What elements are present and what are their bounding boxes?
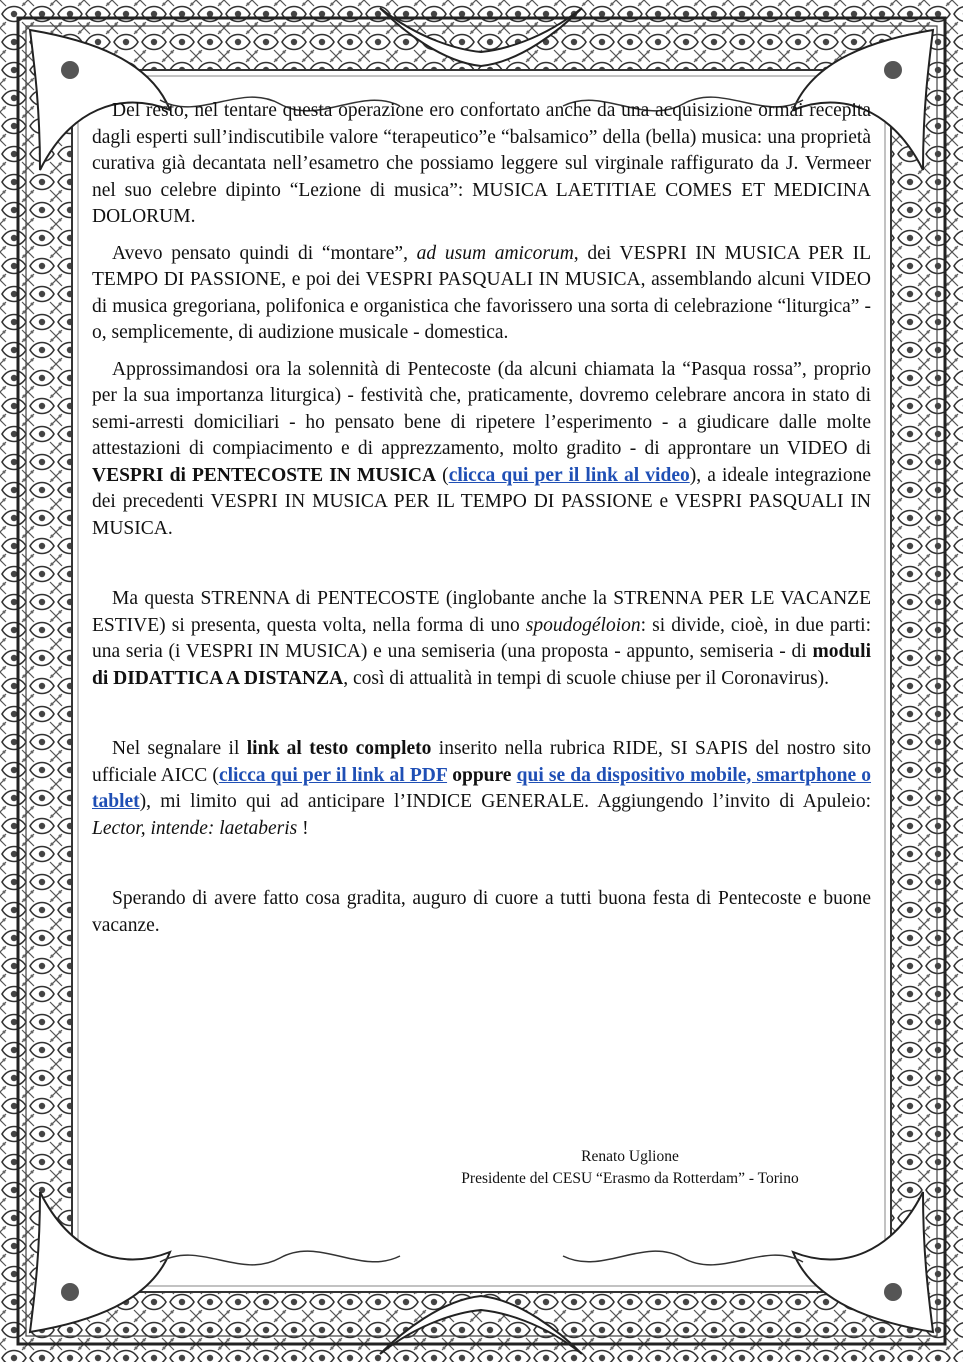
- paragraph-5-bold-2: oppure: [447, 764, 517, 786]
- paragraph-5-text-b: inserito nella rubrica RIDE, SI SAPIS del nostro sito ufficiale AICC (: [92, 738, 872, 786]
- paragraph-4-text-b: : si divide, cioè, in due parti: una seria (i VESPRI IN MUSICA) e una semiseria (una proposta - appunto, semiseria - di: [92, 614, 871, 662]
- paragraph-4-bold: moduli di DIDATTICA A DISTANZA: [92, 641, 871, 689]
- paragraph-5-text-c: ), mi limito qui ad anticipare l’INDICE GENERALE. Aggiungendo l’invito di Apuleio:: [139, 791, 871, 812]
- letter-body: [92, 98, 871, 949]
- paragraph-4-text-a: Ma questa STRENNA di PENTECOSTE (inglobante anche la STRENNA PER LE VACANZE ESTIVE) si presenta, questa volta, nella forma di uno: [92, 588, 871, 636]
- mobile-link[interactable]: qui se da dispositivo mobile, smartphone o tablet: [92, 764, 872, 812]
- signature-name: Renato Uglione: [581, 1148, 679, 1165]
- spacer: [92, 702, 871, 736]
- paragraph-3-text-c: ), a ideale integrazione dei precedenti VESPRI IN MUSICA PER IL TEMPO DI PASSIONE e VESPRI PASQUALI IN MUSICA.: [92, 464, 871, 539]
- signature-role: Presidente del CESU “Erasmo da Rotterdam” - Torino: [461, 1170, 799, 1187]
- pdf-link[interactable]: clicca qui per il link al PDF: [218, 764, 448, 786]
- paragraph-3-paren: (: [436, 464, 449, 486]
- paragraph-5-text-d: !: [297, 817, 309, 839]
- paragraph-1: [92, 98, 871, 231]
- paragraph-3-text-a: Approssimandosi ora la solennità di Pentecoste (da alcuni chiamata la “Pasqua rossa”, proprio per la sua importanza liturgica) - festività che, praticamente, dovremo celebrare ancora in stato di semi-arresti domiciliari - ho pensato bene di ripetere l’esperimento - a giudicare dalle molte attestazioni di compiacimento e di apprezzamento, molto gradito - di approntare un VIDEO di: [92, 358, 871, 459]
- paragraph-2-text-a: Avevo pensato quindi di “montare”,: [112, 242, 417, 264]
- spacer: [92, 552, 871, 586]
- paragraph-4: [92, 586, 871, 692]
- video-link[interactable]: clicca qui per il link al video: [448, 464, 690, 486]
- paragraph-2: [92, 241, 871, 347]
- spacer: [92, 852, 871, 886]
- paragraph-5-text-a: Nel segnalare il: [112, 738, 247, 759]
- paragraph-3-bold: VESPRI di PENTECOSTE IN MUSICA: [92, 464, 437, 486]
- paragraph-2-text-b: , dei VESPRI IN MUSICA PER IL TEMPO DI PASSIONE, e poi dei VESPRI PASQUALI IN MUSICA, assemblando alcuni VIDEO di musica gregoriana, polifonica e organistica che favorissero una sorta di celebrazione “liturgica” - o, semplicemente, di audizione musicale - domestica.: [92, 242, 872, 343]
- paragraph-5: [92, 736, 871, 842]
- paragraph-3: [92, 357, 871, 543]
- paragraph-6-text: Sperando di avere fatto cosa gradita, auguro di cuore a tutti buona festa di Pentecoste e buone vacanze.: [92, 888, 871, 936]
- paragraph-5-italic: Lector, intende: laetaberis: [92, 817, 298, 839]
- paragraph-5-bold-1: link al testo completo: [246, 738, 432, 759]
- paragraph-2-italic: ad usum amicorum: [416, 242, 574, 264]
- paragraph-6: [92, 886, 871, 939]
- signature-block: [420, 1146, 840, 1190]
- paragraph-4-italic: spoudogéloion: [525, 614, 641, 636]
- paragraph-1-text: Del resto, nel tentare questa operazione ero confortato anche da una acquisizione ormai recepita dagli esperti sull’indiscutibile valore “terapeutico”e “balsamico” della (bella) musica: una proprietà curativa già decantata nell’esametro che possiamo leggere sul virginale raffigurato da J. Vermeer nel suo celebre dipinto “Lezione di musica”: MUSICA LAETITIAE COMES ET MEDICINA DOLORUM.: [92, 100, 871, 227]
- paragraph-4-text-c: , così di attualità in tempi di scuole chiuse per il Coronavirus).: [343, 667, 830, 689]
